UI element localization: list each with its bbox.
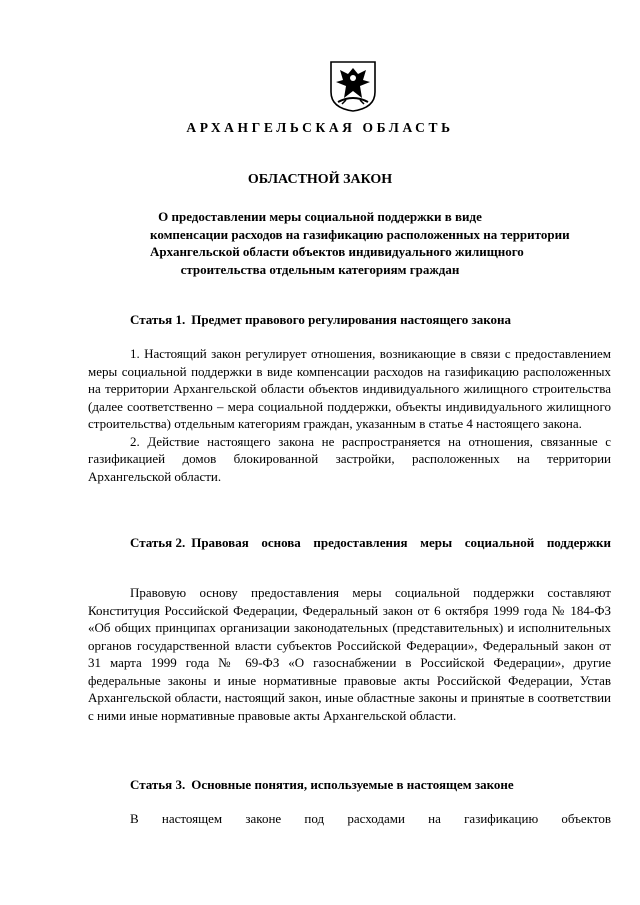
article-number: Статья 3. (130, 777, 186, 792)
paragraph: 2. Действие настоящего закона не распространяется на отношения, связанные с газификацией домов блокированной застройки, расположенных на территории Архангельской области. (88, 433, 611, 484)
article-3-heading (130, 776, 514, 793)
law-title (150, 208, 570, 278)
coat-of-arms-emblem (328, 58, 378, 112)
law-title-line: строительства отдельным категориям граждан (180, 261, 460, 277)
paragraph: Правовую основу предоставления меры социальной поддержки составляют Конституция Российской Федерации, Федеральный закон от 6 октября 1999 года № 184-ФЗ «Об общих принципах организации законодательных (представительных) и исполнительных органов государственной власти субъектов Российской Федерации», Федеральный закон от 31 марта 1999 года № 69-ФЗ «О газоснабжении в Российской Федерации», другие федеральные законы и иные нормативные правовые акты Российской Федерации, Устав Архангельской области, настоящий закон, иные областные законы и принятые в соответствии с ними иные нормативные правовые акты Архангельской области. (88, 585, 611, 723)
article-2-heading (130, 534, 611, 551)
article-number: Статья 1. (130, 312, 186, 327)
paragraph: 1. Настоящий закон регулирует отношения, возникающие в связи с предоставлением меры социальной поддержки в виде компенсации расходов на газификацию расположенных на территории Архангельской области объектов индивидуального жилищного строительства (далее соответственно – мера социальной поддержки, объекты индивидуального жилищного строительства) отдельным категориям граждан, указанным в статье 4 настоящего закона. (88, 346, 611, 431)
law-title-line: О предоставлении меры социальной поддержки в виде (158, 209, 482, 224)
article-title: Предмет правового регулирования настоящего закона (191, 312, 512, 327)
article-title: Основные понятия, используемые в настоящем законе (191, 777, 514, 792)
article-1-heading (130, 311, 511, 328)
article-title: Правовая основа предоставления меры социальной поддержки (191, 535, 611, 550)
region-name: АРХАНГЕЛЬСКАЯ ОБЛАСТЬ (186, 120, 454, 135)
article-3-body (88, 810, 611, 828)
article-2-body (88, 584, 611, 724)
law-title-line: компенсации расходов на газификацию расположенных на территории (150, 226, 570, 242)
paragraph: В настоящем законе под расходами на газификацию объектов (130, 811, 611, 826)
document-type: ОБЛАСТНОЙ ЗАКОН (247, 172, 393, 187)
article-1-body (88, 345, 611, 485)
article-number: Статья 2. (130, 535, 186, 550)
law-title-line: Архангельской области объектов индивидуального жилищного (150, 244, 524, 259)
